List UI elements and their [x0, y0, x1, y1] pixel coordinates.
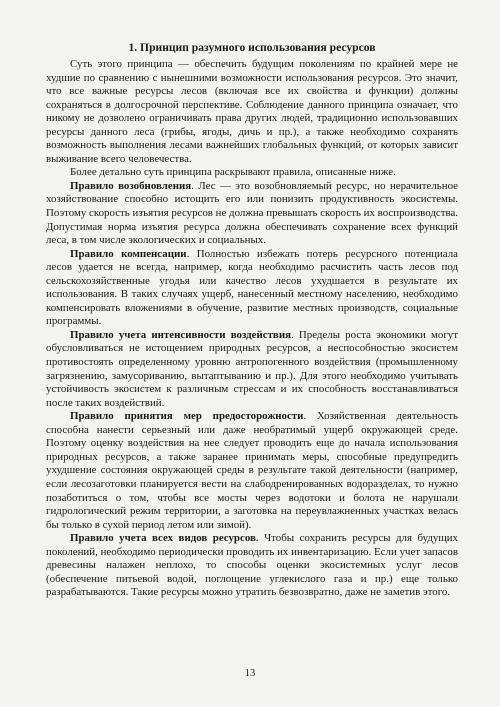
section-heading: 1. Принцип разумного использования ресурсов — [128, 41, 376, 54]
rule-term: Правило учета всех видов ресурсов — [70, 532, 256, 545]
paragraph-rule-compensation — [46, 248, 458, 329]
paragraph-text: . Хозяйственная деятельность способна нанести серьезный или даже необратимый ущерб окружающей среде. Поэтому оценку воздействия на нее следует проводить еще до начала использования природных ресурсов, а также заранее принимать меры, способные предупредить ухудшение состояния окружающей среды в результате такой деятельности (например, если лесозаготовки планируется вести на слабодренированных водоразделах, то нужно позаботиться о том, чтобы все мосты через водотоки и болота не нарушали гидрологический режим территории, а заготовка на переувлажненных участках велась бы только в сухой период летом или зимой). — [46, 410, 459, 531]
paragraph-rule-renewal — [46, 180, 458, 248]
paragraph-text: . Полностью избежать потерь ресурсного потенциала лесов удается не всегда, например, когда необходимо расчистить часть лесов под сельскохозяйственные угодья или качество лесов ухудшается в результате их использования. В таких случаях ущерб, нанесенный местному населению, необходимо компенсировать вложениями в обучение, развитие местных производств, социальные программы. — [46, 247, 458, 328]
paragraph-rule-intensity — [46, 329, 458, 410]
paragraph-rule-precaution — [46, 410, 458, 532]
page-number: 13 — [244, 668, 256, 679]
paragraph-text: . Лес — это возобновляемый ресурс, но нерачительное хозяйствование способно истощить его или понизить продуктивность экосистемы. Поэтому скорость изъятия ресурсов не должна превышать скорость их воспроизводства. Допустимая норма изъятия ресурса должна обеспечивать сохранение всех функций леса, в том числе экологических и социальных. — [46, 179, 459, 247]
page-content — [46, 41, 458, 600]
paragraph-transition — [46, 166, 458, 180]
paragraph-intro — [46, 58, 458, 166]
rule-term: Правило возобновления — [70, 179, 192, 192]
rule-term: Правило учета интенсивности воздействия — [70, 328, 291, 341]
paragraph-text: . Чтобы сохранить ресурсы для будущих поколений, необходимо периодически проводить их инвентаризацию. Если учет запасов древесины налажен неплохо, то способы оценки экосистемных услуг лесов (обеспечение питьевой водой, поглощение углекислого газа и пр.) еще только разрабатываются. Такие ресурсы можно утратить безвозвратно, даже не заметив этого. — [46, 532, 458, 599]
paragraph-rule-all-resources — [46, 532, 458, 600]
paragraph-text: . Пределы роста экономики могут обусловливаться не истощением природных ресурсов, а неспособностью экосистем противостоять определенному уровню антропогенного воздействия (промышленному загрязнению, замусориванию, вытаптыванию и пр.). Для этого необходимо учитывать устойчивость экосистем к различным стрессам и их способность восстанавливаться после таких воздействий. — [46, 328, 459, 409]
rule-term: Правило компенсации — [70, 247, 187, 260]
paragraph-text: Более детально суть принципа раскрывают правила, описанные ниже. — [70, 166, 396, 179]
rule-term: Правило принятия мер предосторожности — [70, 410, 304, 423]
paragraph-text: Суть этого принципа — обеспечить будущим поколениям по крайней мере не худшие по сравнению с нынешними возможности использования ресурсов. Это значит, что все важные ресурсы лесов (включая все их свойства и функции) должны сохраняться в долгосрочной перспективе. Соблюдение данного принципа означает, что никому не дозволено ограничивать права других людей, традиционно использовавших ресурсы данного леса (грибы, ягоды, дичь и пр.), а также необходимо сохранять возможность выполнения лесами важнейших глобальных функций, от которых зависит выживание всего человечества. — [46, 58, 458, 165]
